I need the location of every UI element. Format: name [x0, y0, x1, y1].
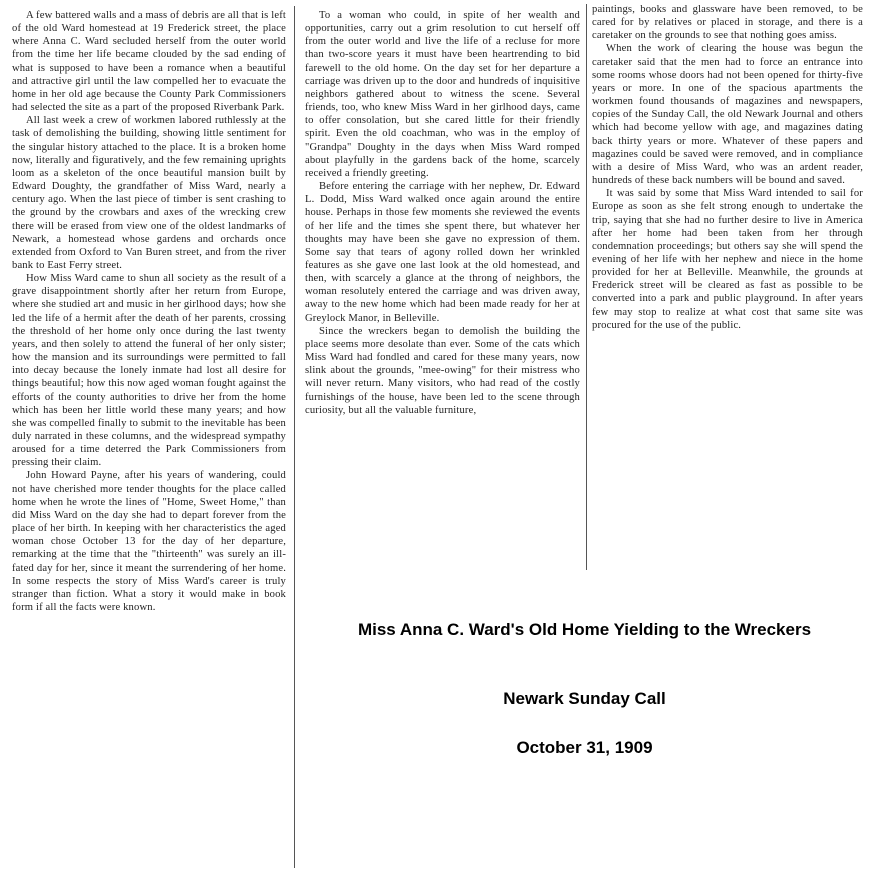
- caption-date: October 31, 1909: [516, 738, 653, 757]
- paragraph: paintings, books and glassware have been removed, to be cared for by relatives or placed in storage, and there is a caretaker on the grounds to see that nothing goes amiss.: [592, 4, 863, 42]
- paragraph: A few battered walls and a mass of debris are all that is left of the old Ward homestead at 19 Frederick street, the place where Anna C. Ward secluded herself from the outer world from the time her life became clouded by the sad ending of what is supposed to have been a romance when a beautiful and attractive girl until the law compelled her to evacuate the home in her old age because the County Park Commissioners had selected the site as a part of the proposed Riverbank Park.: [12, 10, 286, 114]
- paragraph: Before entering the carriage with her nephew, Dr. Edward L. Dodd, Miss Ward walked once again around the entire house. Perhaps in those few moments she reviewed the events of her life and the times she spent there, but whatever her thoughts may have been she gave no expression of them. Some say that tears of agony rolled down her wrinkled features as she gave one last look at the old homestead, and then, with scarcely a glance at the throng of neighbors, the woman resolutely entered the carriage and was driven away, away to the new home which had been made ready for her at Greylock Manor, in Belleville.: [305, 181, 580, 324]
- column-rule-left: [294, 6, 295, 868]
- column-rule-right: [586, 4, 587, 570]
- paragraph: To a woman who could, in spite of her wealth and opportunities, carry out a grim resolution to cut herself off from the outer world and live the life of a recluse for more than two-score years it must have been heartrending to bid farewell to the old home. On the day set for her departure a carriage was driven up to the door and hundreds of inquisitive neighbors gathered about to witness the scene. Several friends, too, who knew Miss Ward in her girlhood days, came to offer consolation, but she cared little for their friendly spirit. Even the old coachman, who was in the employ of "Grandpa" Doughty in the days when Miss Ward romped about playfully in the gardens back of the home, scarcely received a friendly greeting.: [305, 10, 580, 179]
- paragraph: Since the wreckers began to demolish the building the place seems more desolate than ever. Some of the cats which Miss Ward had fondled and cared for these many years, now slink about the grounds, "mee-owing" for their mistress who will never return. Many visitors, who had read of the costly furnishings of the house, have been led to the scene through curiosity, but all the valuable furniture,: [305, 325, 580, 416]
- article-column-2: [305, 9, 580, 569]
- article-column-3: [592, 3, 863, 490]
- paragraph: How Miss Ward came to shun all society as the result of a grave disappointment shortly after her return from Europe, where she studied art and music in her girlhood days; how she led the life of a hermit after the death of her parents, crossing the threshold of her home only once during the last twenty years, and then solely to attend the funeral of her only sister; how the mansion and its surroundings were permitted to fall into decay because the lonely inmate had lost all desire for things beautiful; how this now aged woman fought against the efforts of the county authorities to drive her from the home which has been her little world these many years; and how she was compelled finally to submit to the inevitable has been duly narrated in these columns, and the widespread sympathy aroused for a time deterred the Park Commissioners from pressing their claim.: [12, 273, 286, 469]
- caption-newspaper: Newark Sunday Call: [503, 689, 666, 708]
- article-column-1: [12, 9, 286, 871]
- paragraph: John Howard Payne, after his years of wandering, could not have cherished more tender thoughts for the place called home when he wrote the lines of "Home, Sweet Home," than did Miss Ward on the day she had to depart forever from the place of her birth. In keeping with her characteristics the aged woman chose October 13 for the day of her departure, remarking at the time that the "thirteenth" was surely an ill-fated day for her, since it meant the surrendering of her home. In some respects the story of Miss Ward's career is truly stranger than fiction. What a story it would make in book form if all the facts were known.: [12, 470, 286, 614]
- paragraph: It was said by some that Miss Ward intended to sail for Europe as soon as she felt strong enough to undertake the trip, saying that she had no further desire to live in America after her home had been taken from her through condemnation proceedings; but others say she will spend the evening of her life with her nephew and niece in the home provided for her at Belleville. Meanwhile, the grounds at Frederick street will be cleared as fast as possible to be converted into a park and public playground. In after years few may stop to realize at what cost that same site was procured for the use of the public.: [592, 188, 863, 331]
- paragraph: When the work of clearing the house was begun the caretaker said that the men had to force an entrance into some rooms whose doors had not been opened for thirty-five years or more. In one of the spacious apartments the workmen found thousands of magazines and newspapers, copies of the Sunday Call, the old Newark Journal and others which had become yellow with age, and magazines dating back thirty years or more. Whatever of these papers and magazines could be saved were removed, and in compliance with a desire of Miss Ward, who was an ardent reader, hundreds of these back numbers will be bound and saved.: [592, 43, 863, 187]
- caption-title: Miss Anna C. Ward's Old Home Yielding to the Wreckers: [357, 620, 812, 639]
- paragraph: All last week a crew of workmen labored ruthlessly at the task of demolishing the building, showing little sentiment for the singular history attached to the place. It is a broken home now, literally and figuratively, and the few remaining uprights loom as a skeleton of the once beautiful mansion built by Edward Doughty, the grandfather of Miss Ward, nearly a century ago. When the last piece of timber is sent crashing to the ground by the crowbars and axes of the wrecking crew there will be erased from view one of the oldest landmarks of Newark, a homestead whose gardens and orchards once extended from Oxford to Van Buren street, and from the river bank to East Ferry street.: [12, 115, 286, 271]
